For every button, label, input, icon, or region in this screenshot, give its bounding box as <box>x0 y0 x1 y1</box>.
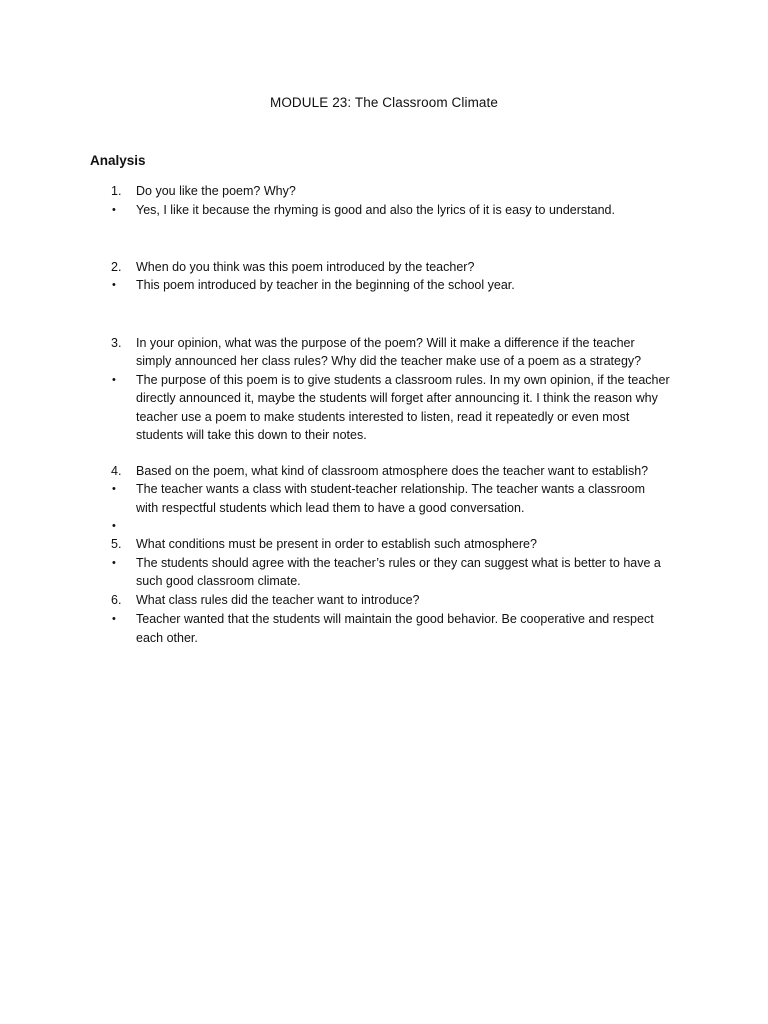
bullet-icon: • <box>112 279 116 291</box>
answer-text: Teacher wanted that the students will maintain the good behavior. Be cooperative and respect <box>136 612 654 626</box>
question-text: Do you like the poem? Why? <box>136 184 296 198</box>
answer-text: The students should agree with the teacher’s rules or they can suggest what is better to have a <box>136 556 661 570</box>
bullet-icon: • <box>112 613 116 625</box>
item-number: 3. <box>111 336 122 350</box>
item-number: 2. <box>111 260 122 274</box>
answer-text: Yes, I like it because the rhyming is good and also the lyrics of it is easy to understand. <box>136 203 615 217</box>
question-text: simply announced her class rules? Why did the teacher make use of a poem as a strategy? <box>136 354 642 368</box>
section-heading: Analysis <box>90 153 146 168</box>
item-number: 6. <box>111 593 122 607</box>
answer-text: each other. <box>136 631 198 645</box>
bullet-icon: • <box>112 557 116 569</box>
page-title: MODULE 23: The Classroom Climate <box>269 95 499 110</box>
question-text: What conditions must be present in order to establish such atmosphere? <box>136 537 537 551</box>
answer-text: students will take this down to their notes. <box>136 428 367 442</box>
answer-text: The teacher wants a class with student-teacher relationship. The teacher wants a classroom <box>136 482 646 496</box>
answer-text: such good classroom climate. <box>136 574 301 588</box>
item-number: 4. <box>111 464 122 478</box>
question-text: What class rules did the teacher want to introduce? <box>136 593 420 607</box>
answer-text: with respectful students which lead them to have a good conversation. <box>136 501 525 515</box>
question-text: Based on the poem, what kind of classroom atmosphere does the teacher want to establish? <box>136 464 649 478</box>
bullet-icon: • <box>112 204 116 216</box>
bullet-icon: • <box>112 483 116 495</box>
item-number: 1. <box>111 184 122 198</box>
answer-text: directly announced it, maybe the students will forget after announcing it. I think the reason why <box>136 391 658 405</box>
bullet-icon: • <box>112 374 116 386</box>
bullet-icon: • <box>112 520 116 532</box>
answer-text: teacher use a poem to make students interested to listen, read it repeatedly or even most <box>136 410 630 424</box>
answer-text: The purpose of this poem is to give students a classroom rules. In my own opinion, if the teacher <box>136 373 670 387</box>
question-text: When do you think was this poem introduced by the teacher? <box>136 260 475 274</box>
question-text: In your opinion, what was the purpose of the poem? Will it make a difference if the teacher <box>136 336 635 350</box>
item-number: 5. <box>111 537 122 551</box>
answer-text: This poem introduced by teacher in the beginning of the school year. <box>136 278 515 292</box>
